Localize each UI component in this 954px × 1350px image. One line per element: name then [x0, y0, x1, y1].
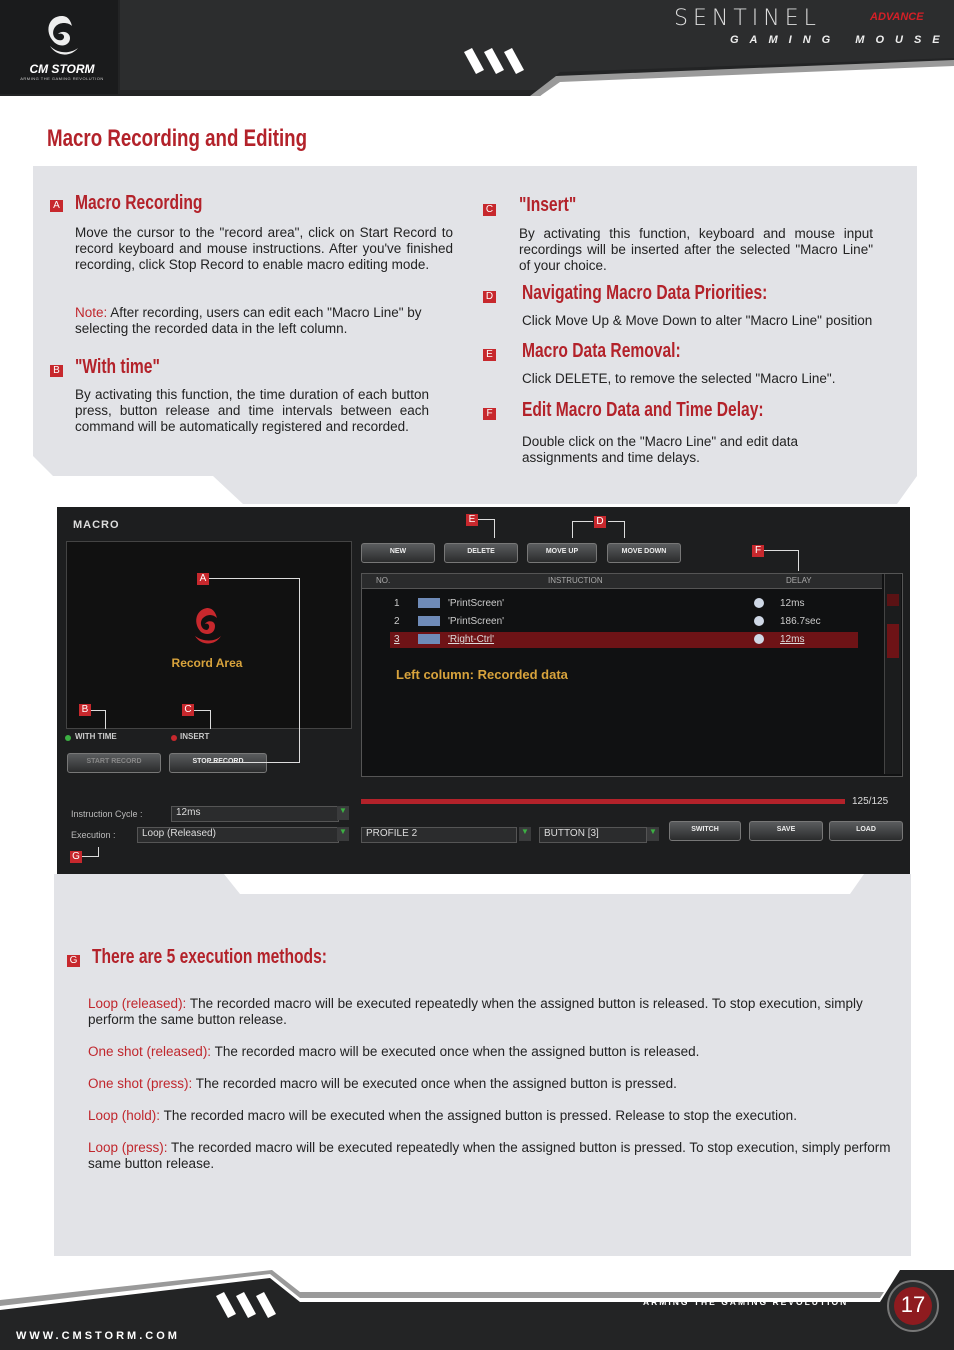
insert-indicator-icon — [171, 735, 177, 741]
stripes-decoration-icon — [462, 46, 528, 76]
table-row[interactable] — [362, 614, 882, 630]
row-delay: 186.7sec — [780, 616, 821, 627]
with-time-checkbox[interactable]: WITH TIME — [75, 732, 117, 741]
method-text: The recorded macro will be executed once when the assigned button is released. — [211, 1044, 700, 1059]
callout-g: G — [70, 851, 82, 863]
progress-label: 125/125 — [852, 796, 889, 807]
execution-method — [88, 1076, 898, 1092]
marker-a: A — [50, 200, 63, 212]
marker-e: E — [483, 349, 496, 361]
button-select[interactable]: BUTTON [3] — [539, 827, 647, 843]
clock-icon — [754, 634, 764, 644]
chevron-down-icon[interactable]: ▼ — [519, 827, 531, 841]
move-down-button[interactable]: MOVE DOWN — [607, 543, 681, 563]
marker-f: F — [483, 408, 496, 420]
load-button[interactable]: LOAD — [829, 821, 903, 841]
left-column-label: Left column: Recorded data — [396, 667, 568, 682]
table-row-selected[interactable] — [390, 632, 858, 648]
switch-button[interactable]: SWITCH — [669, 821, 741, 841]
chevron-down-icon[interactable]: ▼ — [647, 827, 659, 841]
section-c-title: "Insert" — [519, 194, 577, 216]
section-a-title: Macro Recording — [75, 192, 203, 214]
macro-software-screenshot — [57, 507, 910, 874]
table-header — [362, 574, 882, 589]
instruction-cycle-label: Instruction Cycle : — [71, 809, 143, 819]
section-f-body: Double click on the "Macro Line" and edit data assignments and time delays. — [522, 434, 798, 465]
execution-method — [88, 1044, 898, 1060]
section-f-title: Edit Macro Data and Time Delay: — [522, 399, 764, 421]
stripes-decoration-icon — [214, 1290, 280, 1320]
column-instruction: INSTRUCTION — [548, 576, 603, 585]
callout-a-line — [209, 578, 300, 763]
callout-e-line — [478, 519, 495, 538]
section-d-body: Click Move Up & Move Down to alter "Macro Line" position — [522, 313, 873, 328]
bottom-info-panel — [54, 874, 911, 1256]
keyboard-icon — [418, 598, 440, 608]
section-c-body: By activating this function, keyboard and mouse input recordings will be inserted after the selected "Macro Line" of your choice. — [519, 226, 873, 273]
method-label: Loop (released): — [88, 996, 187, 1011]
marker-d: D — [483, 291, 496, 303]
execution-method — [88, 996, 898, 1028]
callout-f: F — [752, 545, 764, 557]
profile-select[interactable]: PROFILE 2 — [361, 827, 517, 843]
row-delay: 12ms — [780, 598, 805, 609]
method-label: Loop (press): — [88, 1140, 168, 1155]
table-row[interactable] — [362, 596, 882, 612]
callout-d: D — [594, 516, 606, 528]
section-e-body: Click DELETE, to remove the selected "Macro Line". — [522, 371, 836, 386]
callout-d-line-left — [572, 521, 593, 538]
execution-method — [88, 1108, 898, 1124]
callout-g-line — [82, 847, 99, 857]
macro-panel-title: MACRO — [73, 519, 120, 531]
progress-bar — [361, 799, 845, 804]
marker-c: C — [483, 204, 496, 216]
scroll-thumb[interactable] — [887, 624, 899, 658]
footer-url[interactable]: WWW.CMSTORM.COM — [16, 1330, 180, 1342]
column-delay: DELAY — [786, 576, 812, 585]
brand-name: SENTINEL — [674, 6, 821, 31]
method-text: The recorded macro will be executed repeatedly when the assigned button is released. To stop execution, simply perform the same button release. — [88, 996, 863, 1027]
section-e-title: Macro Data Removal: — [522, 340, 681, 362]
with-time-indicator-icon — [65, 735, 71, 741]
page-title: Macro Recording and Editing — [47, 125, 308, 152]
save-button[interactable]: SAVE — [749, 821, 823, 841]
scroll-up-arrow[interactable] — [887, 594, 899, 606]
marker-g: G — [67, 955, 80, 967]
method-label: One shot (press): — [88, 1076, 193, 1091]
row-instruction: 'PrintScreen' — [448, 616, 505, 627]
execution-label: Execution : — [71, 830, 116, 840]
logo-tagline: ARMING THE GAMING REVOLUTION — [20, 76, 104, 81]
chevron-down-icon[interactable]: ▼ — [337, 827, 349, 841]
method-text: The recorded macro will be executed when the assigned button is pressed. Release to stop the execution. — [160, 1108, 797, 1123]
section-b-title: "With time" — [75, 356, 160, 378]
move-up-button[interactable]: MOVE UP — [527, 543, 597, 563]
execution-select[interactable]: Loop (Released) — [137, 827, 339, 843]
section-a-body: Move the cursor to the "record area", click on Start Record to record keyboard and mouse instructions. After you've finished recording, click Stop Record to enable macro editing mode. — [75, 225, 453, 272]
row-instruction: 'PrintScreen' — [448, 598, 505, 609]
table-scrollbar[interactable] — [884, 574, 901, 774]
execution-title: There are 5 execution methods: — [92, 946, 327, 968]
footer-slogan: ARMING THE GAMING REVOLUTION — [643, 1297, 849, 1307]
method-label: Loop (hold): — [88, 1108, 161, 1123]
row-number: 3 — [394, 634, 400, 645]
logo-text: CM STORM — [29, 62, 95, 76]
callout-f-line — [764, 550, 799, 571]
method-label: One shot (released): — [88, 1044, 212, 1059]
method-text: The recorded macro will be executed once when the assigned button is pressed. — [192, 1076, 677, 1091]
insert-checkbox[interactable]: INSERT — [180, 732, 210, 741]
callout-e: E — [466, 514, 478, 526]
stop-record-button[interactable]: STOP RECORD — [169, 753, 267, 773]
brand-subtitle: GAMING MOUSE — [730, 34, 951, 46]
section-d-title: Navigating Macro Data Priorities: — [522, 282, 768, 304]
keyboard-icon — [418, 634, 440, 644]
callout-c: C — [182, 704, 194, 716]
row-number: 2 — [394, 616, 400, 627]
start-record-button[interactable]: START RECORD — [67, 753, 161, 773]
callout-b: B — [79, 704, 91, 716]
macro-table — [361, 573, 903, 777]
keyboard-icon — [418, 616, 440, 626]
callout-c-line — [194, 710, 211, 729]
section-b-body: By activating this function, the time duration of each button press, button release and time intervals between each command will be automatically registered and recorded. — [75, 387, 429, 434]
cm-storm-logo-icon — [40, 12, 84, 60]
method-text: The recorded macro will be executed repeatedly when the assigned button is pressed. To stop execution, simply perform same button release. — [88, 1140, 891, 1171]
instruction-cycle-select[interactable]: 12ms — [171, 806, 339, 822]
progress-fill — [361, 799, 845, 804]
chevron-down-icon[interactable]: ▼ — [337, 806, 349, 820]
row-delay: 12ms — [780, 634, 805, 645]
note-label: Note: — [75, 305, 108, 320]
brand-suffix: ADVANCE — [870, 11, 924, 23]
clock-icon — [754, 616, 764, 626]
clock-icon — [754, 598, 764, 608]
execution-method — [88, 1140, 898, 1172]
marker-b: B — [50, 365, 63, 377]
page-number: 17 — [900, 1292, 926, 1317]
note-text: After recording, users can edit each "Macro Line" by selecting the recorded data in the left column. — [75, 305, 422, 336]
row-number: 1 — [394, 598, 400, 609]
row-instruction: 'Right-Ctrl' — [448, 634, 495, 645]
delete-button[interactable]: DELETE — [444, 543, 518, 563]
column-no: NO. — [376, 576, 391, 585]
section-a-note — [75, 305, 453, 337]
callout-a: A — [197, 573, 209, 585]
new-button[interactable]: NEW — [361, 543, 435, 563]
record-area-label: Record Area — [171, 656, 243, 670]
callout-b-line — [91, 710, 106, 729]
callout-d-line-right — [608, 521, 625, 538]
